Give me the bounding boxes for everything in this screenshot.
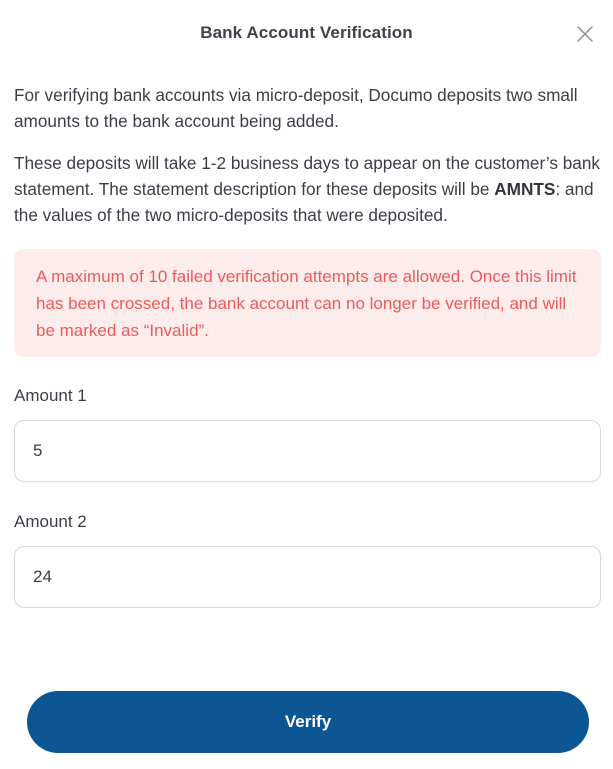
intro-paragraph-2 <box>14 150 601 228</box>
intro-paragraph-2-start: These deposits will take 1-2 business days to appear on the customer’s bank statement. The statement description for these deposits will be <box>14 153 600 199</box>
amount-1-input[interactable] <box>14 420 601 482</box>
close-icon[interactable] <box>575 24 595 44</box>
amount-2-label: Amount 2 <box>14 512 87 531</box>
verify-button[interactable]: Verify <box>27 691 589 753</box>
modal-body <box>14 82 601 608</box>
statement-descriptor-code: AMNTS <box>494 179 556 199</box>
amount-1-label: Amount 1 <box>14 386 87 405</box>
modal-header <box>0 0 613 68</box>
intro-paragraph-2-end: : and the values of the two micro-deposits that were deposited. <box>14 179 594 225</box>
failed-attempts-alert: A maximum of 10 failed verification attempts are allowed. Once this limit has been crossed, the bank account can no longer be verified, and will be marked as “Invalid”. <box>14 249 601 357</box>
intro-paragraph-1: For verifying bank accounts via micro-deposit, Documo deposits two small amounts to the bank account being added. <box>14 85 578 131</box>
modal-title: Bank Account Verification <box>200 23 413 42</box>
amount-2-input[interactable] <box>14 546 601 608</box>
